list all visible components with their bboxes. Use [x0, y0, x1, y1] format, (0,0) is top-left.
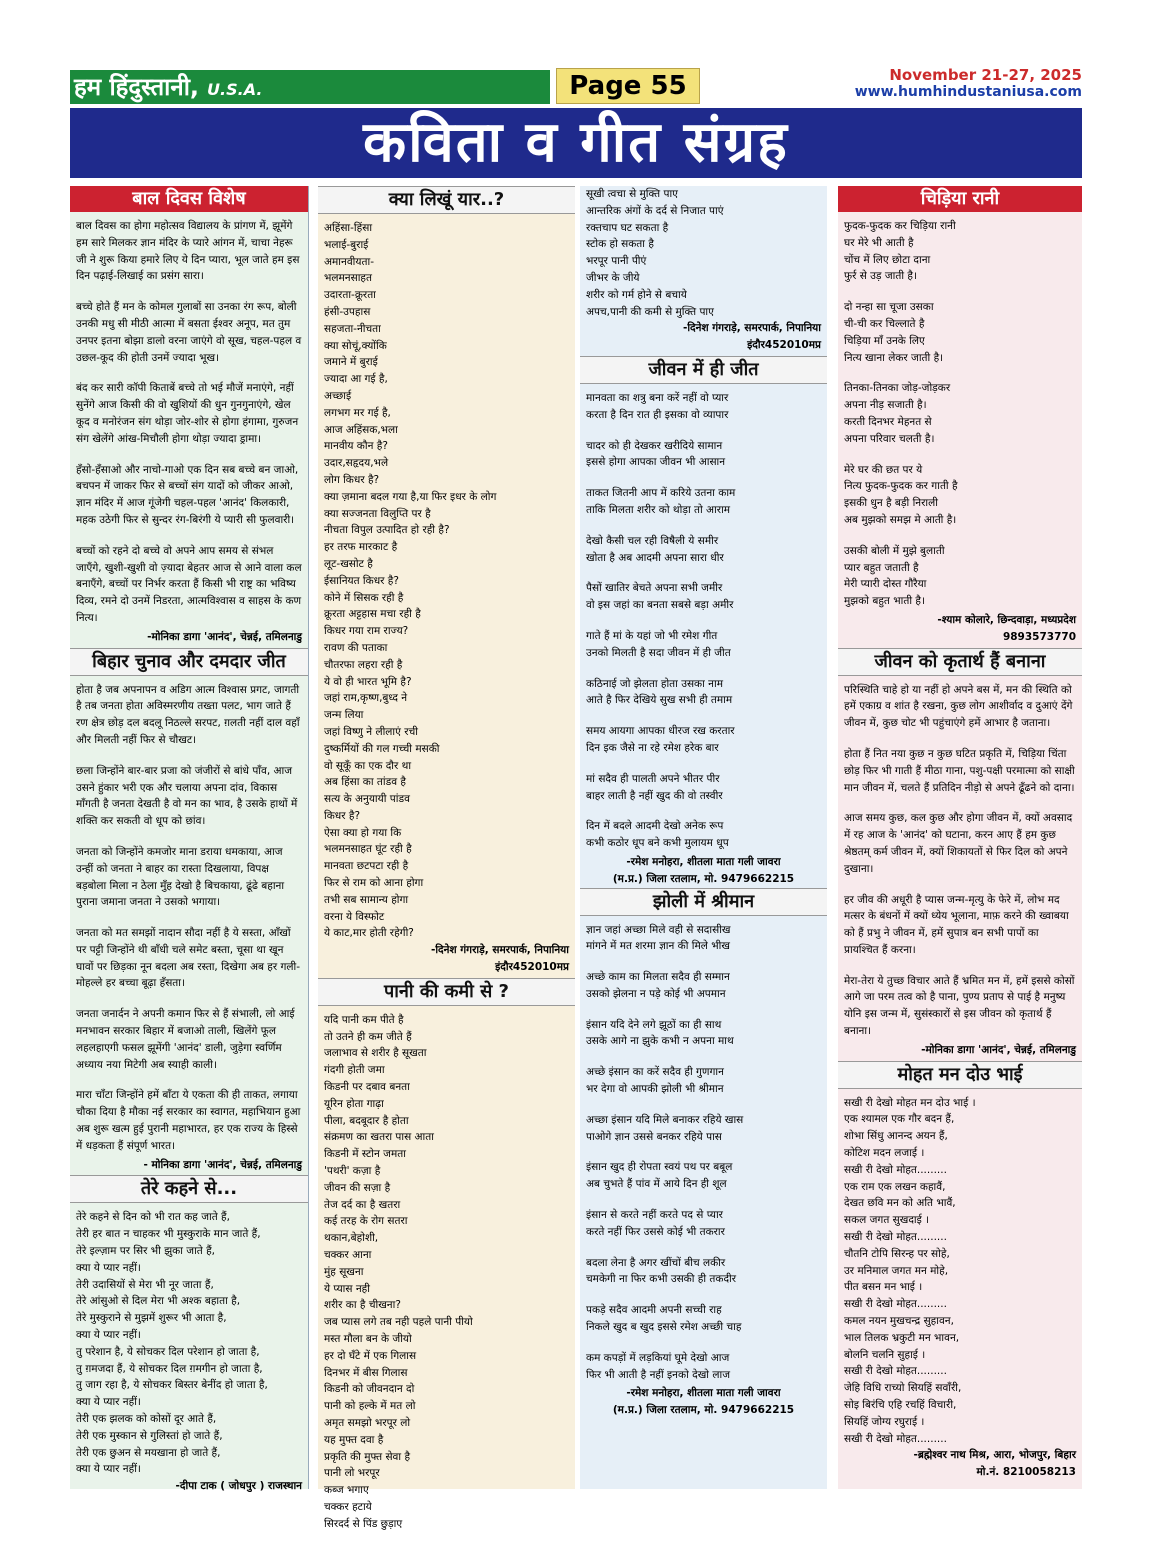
stanza: मेरे घर की छत पर ये नित्य फुदक-फुदक कर गाती है इसकी धुन है बड़ी निराली अब मुझको समझ मे आती है।	[844, 463, 958, 526]
poem-byline: -ब्रह्मेश्वर नाथ मिश्र, आरा, भोजपुर, बिहार मो.नं. 8210058213	[913, 1449, 1076, 1479]
poem-body	[838, 1095, 1082, 1481]
stanza: होता है जब अपनापन व अडिग आत्म विश्वास प्रगट, जागती है तब जनता होता अविस्मरणीय तख्ता पलट, भाग जाते हैं रण क्षेत्र छोड़ दल बदलू निठल्ले सरपट, ग़लती नहीं दाल वहाँ और मिलती नहीं फिर से चौखट।	[76, 683, 300, 746]
poem-byline: -दीपा टाक ( जोधपुर ) राजस्थान	[175, 1480, 302, 1493]
column-2	[318, 186, 575, 1530]
poem-byline: -रमेश मनोहरा, शीतला माता गली जावरा (म.प्र.) जिला रतलाम, मो. 9479662215	[612, 855, 795, 885]
issue-date: November 21-27, 2025	[889, 66, 1082, 84]
stanza: मानवता का शत्रु बना करें नहीं वो प्यार करता है दिन रात ही इसका वो व्यापार	[586, 391, 729, 421]
stanza: मेरा-तेरा ये तुच्छ विचार आते हैं भ्रमित मन में, हमें इससे कोसों आगे जा परम तत्व को है पाना, पुण्य प्रताप से पाई है मनुष्य योनि इस जन्म में, सुसंस्कारों से इस जीवन को कृतार्थ हैं बनाना।	[844, 974, 1075, 1038]
poem-lines: तेरे कहने से दिन को भी रात कह जाते हैं, तेरी हर बात न चाहकर भी मुस्कुराके मान जाते हैं, तेरे इल्ज़ाम पर सिर भी झुका जाते हैं, क्या ये प्यार नहीं। तेरी उदासियों से मेरा भी नूर जाता हैं, तेरे आंसुओ से दिल मेरा भी अश्क बहाता है, तेरे मुस्कुराने से मुझमें शुरूर भी आता है, क्या ये प्यार नहीं। तु परेशान है, ये सोचकर दिल परेशान हो जाता है, तु ग़मजदा हैं, ये सोचकर दिल ग़मगीन हो जाता है, तु जाग रहा है, ये सोचकर बिस्तर बेनींद हो जाता है, क्या ये प्यार नहीं। तेरी एक झलक को कोसों दूर आते हैं, तेरी एक मुस्कान से गुलिस्तां हो जाते हैं, तेरी एक छुअन से मयखाना हो जाते हैं, क्या ये प्यार नहीं।	[76, 1211, 268, 1476]
stanza: उसकी बोली में मुझे बुलाती प्यार बहुत जताती है मेरी प्यारी दोस्त गौरैया मुझको बहुत भाती है।	[844, 544, 945, 608]
poem-title: क्या लिखूं यार..?	[318, 186, 575, 214]
stanza: ताकत जितनी आप में करिये उतना काम ताकि मिलता शरीर को थोड़ा तो आराम	[586, 487, 736, 516]
poem-body	[318, 1012, 575, 1533]
stanza: गाते हैं मां के यहां जो भी रमेश गीत उनको मिलती है सदा जीवन में ही जीत	[586, 629, 731, 659]
poem-byline: -श्याम कोलारे, छिन्दवाड़ा, मध्यप्रदेश 9893573770	[937, 613, 1076, 643]
poem-body	[838, 682, 1082, 1059]
poem-body	[70, 1209, 308, 1495]
poem-title: मोहत मन दोउ भाई	[838, 1061, 1082, 1089]
poem-title: झोली में श्रीमान	[580, 888, 827, 916]
stanza: मां सदैव ही पालती अपने भीतर पीर बाहर लाती है नहीं खुद की वो तस्वीर	[586, 772, 723, 802]
stanza: जनता को जिन्होंने कमजोर माना डराया धमकाया, आज उन्हीं को जनता ने बाहर का रास्ता दिखलाया, विपक्ष बड़बोला मिला न ठेला मुँह देखो है बिचकाया, ढूंढे बहाना पुराना जमाना जनता ने उसको भगाया।	[76, 845, 285, 909]
website-link[interactable]: www.humhindustaniusa.com	[854, 84, 1082, 100]
masthead-brand	[70, 70, 262, 104]
poem-title: बाल दिवस विशेष	[70, 186, 308, 212]
stanza: हँसो-हँसाओ और नाचो-गाओ एक दिन सब बच्चे बन जाओ, बचपन में जाकर फिर से बच्चों संग यादों को जीकर आओ, ज्ञान मंदिर में आज गूंजेगी चहल-पहल 'आनंद' किलकारी, महक उठेगी फिर से सुन्दर रंग-बिरंगी ये प्यारी सी फुलवारी।	[76, 463, 299, 526]
poem-byline: - मोनिका डागा 'आनंद', चेन्नई, तमिलनाडु	[143, 1158, 302, 1171]
stanza: छला जिन्होंने बार-बार प्रजा को जंजीरों से बांधे पाँव, आज उसने हुंकार भरी एक और चलाया अपना दांव, विकास माँगती है जनता देखती है वो मन का भाव, है उसके हाथों में शक्ति कर सकती वो धूप को छांव।	[76, 764, 298, 828]
stanza: मारा चाँटा जिन्होंने हमें बाँटा ये एकता की ही ताकत, लगाया चौका दिया है मौका नई सरकार का स्वागत, महाभियान हुआ अब शुरू खत्म हुई पुरानी महाभारत, हर एक राज्य के हिस्से में धड़कता हैं संपूर्ण भारत।	[76, 1089, 301, 1152]
poem-title: बिहार चुनाव और दमदार जीत	[70, 648, 308, 676]
stanza: आज समय कुछ, कल कुछ और होगा जीवन में, क्यों अवसाद में रह आज के 'आनंद' को घटाना, करन आए हैं हम कुछ श्रेष्ठतम् कर्म जीवन में, क्यों शिकायतों से फिर दिल को अपने दुखाना।	[844, 812, 1073, 875]
stanza: बाल दिवस का होगा महोत्सव विद्यालय के प्रांगण में, झूमेंगे हम सारे मिलकर ज्ञान मंदिर के प्यारे आंगन में, चाचा नेहरू जी ने शुरू किया हमारे लिए ये दिन प्यारा, भूल जाते हम इस दिन पढ़ाई-लिखाई का प्रसंग सारा।	[76, 220, 300, 283]
stanza: तिनका-तिनका जोड़-जोड़कर अपना नीड़ सजाती है। करती दिनभर मेहनत से अपना परिवार चलती है।	[844, 382, 951, 445]
poem-lines: सूखी त्वचा से मुक्ति पाए आन्तरिक अंगों के दर्द से निजात पाएं रक्तचाप घट सकता है स्टोक हो सकता है भरपूर पानी पीएं जीभर के जीये शरीर को गर्म होने से बचाये अपच,पानी की कमी से मुक्ति पाए	[586, 188, 724, 318]
poem-body	[580, 390, 827, 888]
poem-title: पानी की कमी से ?	[318, 978, 575, 1006]
poem-byline: -मोनिका डागा 'आनंद', चेन्नई, तमिलनाडु	[921, 1043, 1076, 1056]
stanza: समय आयगा आपका धीरज रख करतार दिन इक जैसे ना रहे रमेश हरेक बार	[586, 725, 735, 754]
stanza: अच्छा इंसान यदि मिले बनाकर रहिये खास पाओगे ज्ञान उससे बनकर रहिये पास	[586, 1113, 744, 1143]
column-3	[580, 186, 827, 1489]
poem-byline: -दिनेश गंगराड़े, समरपार्क, निपानिया इंदौर452010मप्र	[430, 944, 569, 974]
brand-suffix: U.S.A.	[207, 80, 263, 99]
poem-title: तेरे कहने से...	[70, 1175, 308, 1203]
stanza: अच्छे इंसान का करें सदैव ही गुणगान भर देगा वो आपकी झोली भी श्रीमान	[586, 1066, 724, 1096]
stanza: बच्चों को रहने दो बच्चे वो अपने आप समय से संभल जाएँगे, खुशी-खुशी वो ज़्यादा बेहतर आज से आने वाला कल बनाएँगे, बच्चों पर निर्भर करता हैं किसी भी राष्ट्र का भविष्य दिव्य, रमने दो उनमें निडरता, आत्मविश्वास व साहस के कण नित्य।	[76, 544, 302, 624]
stanza: कठिनाई जो झेलता होता उसका नाम आते है फिर देखिये सुख सभी ही तमाम	[586, 677, 733, 707]
stanza: जनता को मत समझों नादान सौदा नहीं है ये सस्ता, आँखों पर पट्टी जिन्होंने थी बाँधी चले समेट बस्ता, चूसा था खून घावों पर छिड़का नून बदला अब रस्ता, दिखेगा अब हर गली-मोहल्ले हर बच्चा बूढ़ा हँसता।	[76, 927, 301, 990]
poem-byline: -मोनिका डागा 'आनंद', चेन्नई, तमिलनाडु	[147, 630, 302, 643]
page-number: Page 55	[556, 68, 700, 104]
stanza: ज्ञान जहां अच्छा मिले वही से सदासीख मांगने में मत शरमा ज्ञान की मिले भीख	[586, 923, 731, 953]
poem-body	[580, 186, 827, 354]
column-1	[70, 186, 309, 1493]
brand-name: हम हिंदुस्तानी,	[74, 73, 200, 101]
stanza: इंसान खुद ही रोपता स्वयं पथ पर बबूल अब चुभते हैं पांव में आये दिन ही शूल	[586, 1161, 733, 1191]
poem-byline: -दिनेश गंगराड़े, समरपार्क, निपानिया इंदौर452010मप्र	[682, 322, 821, 352]
stanza: परिस्थिति चाहे हो या नहीं हो अपने बस में, मन की स्थिति को हमें एकाग्र व शांत है रखना, कुछ लोग आशीर्वाद व दुआएं देंगे जीवन में, कुछ चोट भी पहुंचाएंगे हमें आभार है जताना।	[844, 683, 1073, 730]
poem-lines: सखी री देखो मोहत मन दोउ भाई । एक श्यामल एक गौर बदन हैं, शोभा सिंधु आनन्द अयन हैं, कोटिश मदन लजाई । सखी री देखो मोहत......... एक राम एक लखन कहावैं, देखत छवि मन को अति भावैं, सकल जगत सुखदाई । सखी री देखो मोहत......... चौतनि टोपि सिरन्ह पर सोहे, उर मनिमाल जगत मन मोहे, पीत बसन मन भाई । सखी री देखो मोहत......... कमल नयन मुखचन्द्र सुहावन, भाल तिलक भ्रकुटी मन भावन, बोलनि चलनि सुहाई । सखी री देखो मोहत......... जेहि विधि राच्यो सियहिं सवाँरी, सोइ बिरंचि एहि रचहिं विचारी, सियहिं जोग्य रघुराई । सखी री देखो मोहत.........	[844, 1096, 976, 1445]
poem-body	[70, 682, 308, 1174]
poem-title: जीवन में ही जीत	[580, 356, 827, 384]
stanza: इंसान यदि देने लगे झूठों का ही साथ उसके आगे ना झुके कभी न अपना माथ	[586, 1018, 734, 1048]
poem-byline: -रमेश मनोहरा, शीतला माता गली जावरा (म.प्र.) जिला रतलाम, मो. 9479662215	[612, 1387, 795, 1417]
stanza: इंसान से करते नहीं करते पद से प्यार करते नहीं फिर उससे कोई भी तकरार	[586, 1209, 725, 1238]
stanza: फुदक-फुदक कर चिड़िया रानी घर मेरे भी आती है चोंच में लिए छोटा दाना फुर्र से उड़ जाती है।	[844, 220, 956, 283]
stanza: चादर को ही देखकर खरीदिये सामान इससे होगा आपका जीवन भी आसान	[586, 439, 726, 469]
poem-lines: अहिंसा-हिंसा भलाई-बुराई अमानवीयता- भलमनसाहत उदारता-क्रूरता हंसी-उपहास सहजता-नीचता क्या सोचूं,क्योंकि जमाने में बुराई ज्यादा आ गई है, अच्छाई लगभग मर गई है, आज अहिंसक,भला मानवीय कौन है? उदार,सहृदय,भले लोग किधर है? क्या ज़माना बदल गया है,या फिर इधर के लोग क्या सज्जनता विलुप्ति पर है नीचता विपुल उत्पादित हो रही है? हर तरफ मारकाट है लूट-खसोट है ईसानियत किधर है? कोने में सिसक रही है क्रूरता अट्टहास मचा रही है किधर गया राम राज्य? रावण की पताका चौतरफा लहरा रही है ये वो ही भारत भूमि है? जहां राम,कृष्ण,बुध्द ने जन्म लिया जहां विष्णु ने लीलाएं रची दुष्कर्मियों की गल गच्ची मसकी वो सूकूँ का एक दौर था अब हिंसा का तांडव है सत्य के अनुयायी पांडव किधर है? ऐसा क्या हो गया कि भलमनसाहत घूंट रही है मानवता छटपटा रही है फिर से राम को आना होगा तभी सब सामान्य होगा वरना ये विस्फोट ये काट,मार होती रहेगी?	[324, 222, 497, 940]
stanza: बंद कर सारी कॉपी किताबें बच्चे तो भई मौजें मनाएंगे, नहीं सुनेंगे आज किसी की वो खुशियों की धुन गुनगुनाएंगे, खेल कूद व मनोरंजन संग थोड़ा जोर-शोर से होगा हंगामा, गुरुजन संग खेलेंगे आंख-मिचौली होगा थोड़ा ज्यादा ड्रामा।	[76, 382, 299, 445]
poem-lines: यदि पानी कम पीते है तो उतने ही कम जीते हैं जलाभाव से शरीर है सूखता गंदगी होती जमा किडनी पर दबाव बनता यूरिन होता गाढ़ा पीला, बदबूदार है होता संक्रमण का खतरा पास आता किडनी में स्टोन जमता 'पथरी' कज़ा है जीवन की सज़ा है तेज दर्द का है खतरा कई तरह के रोग सतरा थकान,बेहोशी, चक्कर आना मुंह सूखना ये प्यास नही शरीर का है चीखना? जब प्यास लगे तब नही पहले पानी पीयो मस्त मौला बन के जीयो हर दो घँटे में एक गिलास दिनभर में बीस गिलास किडनी को जीवनदान दो पानी को हल्के में मत लो अमृत समझो भरपूर लो यह मुफ्त दवा है प्रकृति की मुफ्त सेवा है पानी लो भरपूर कब्ज भगाए चक्कर हटाये सिरदर्द से पिंड छुड़ाए	[324, 1013, 473, 1530]
stanza: दिन में बदले आदमी देखो अनेक रूप कभी कठोर धूप बने कभी मुलायम धूप	[586, 820, 729, 850]
poem-body	[318, 220, 575, 976]
stanza: देखो कैसी चल रही विषैली ये समीर खोता है अब आदमी अपना सारा धीर	[586, 534, 724, 564]
poem-body	[838, 218, 1082, 646]
stanza: बदला लेना है अगर खींचों बीच लकीर चमकेगी ना फिर कभी उसकी ही तकदीर	[586, 1256, 737, 1286]
poem-body	[70, 218, 308, 646]
section-title: कविता व गीत संग्रह	[363, 110, 789, 175]
stanza: हर जीव की अधूरी है प्यास जन्म-मृत्यु के फेरे में, लोभ मद मत्सर के बंधनों में क्यों ध्येय भूलाना, माफ़ करने की ख्वाबया को हैं प्रभु ने जीवन में, हमें सुपात्र बन सभी पापों का प्रायश्चित हैं करना।	[844, 893, 1069, 956]
stanza: पैसों खातिर बेचते अपना सभी जमीर वो इस जहां का बनता सबसे बड़ा अमीर	[586, 582, 734, 612]
poem-body	[580, 922, 827, 1420]
stanza: दो नन्हा सा चूजा उसका ची-ची कर चिल्लाते है चिड़िया माँ उनके लिए नित्य खाना लेकर जाती है।	[844, 301, 944, 364]
stanza: कम कपड़ों में लड़कियां घूमे देखो आज फिर भी आती है नहीं इनको देखो लाज	[586, 1351, 730, 1381]
poem-title: चिड़िया रानी	[838, 186, 1082, 212]
stanza: अच्छे काम का मिलता सदैव ही सम्मान उसको झेलना न पड़े कोई भी अपमान	[586, 971, 730, 1000]
stanza: जनता जनार्दन ने अपनी कमान फिर से हैं संभाली, लो आई मनभावन सरकार बिहार में बजाओ ताली, खिलेंगे फूल लहलहाएगी फसल झूमेंगी 'आनंद' डाली, जुड़ेगा स्वर्णिम अध्याय नया मिटेगी अब स्याही काली।	[76, 1008, 295, 1071]
poem-title: जीवन को कृतार्थ हैं बनाना	[838, 648, 1082, 676]
stanza: पकड़े सदैव आदमी अपनी सच्ची राह निकले खुद ब खुद इससे रमेश अच्छी चाह	[586, 1304, 742, 1334]
stanza: बच्चे होते हैं मन के कोमल गुलाबों सा उनका रंग रूप, बोली उनकी मधु सी मीठी आत्मा में बसता ईश्वर अनूप, मत तुम उनपर इतना बोझा डालो वरना जाएंगे वो सूख, चहल-पहल व उछल-कूद की होती उनमें ज्यादा भूख।	[76, 301, 302, 364]
column-4	[838, 186, 1082, 1489]
stanza: होता हैं नित नया कुछ न कुछ घटित प्रकृति में, चिड़िया चिंता छोड़ फिर भी गाती हैं मीठा गाना, पशु-पक्षी परमात्मा को साक्षी मान जीवन में, चलते हैं प्रतिदिन नीड़ो से अपने ढूँढने को दाना।	[844, 747, 1075, 794]
